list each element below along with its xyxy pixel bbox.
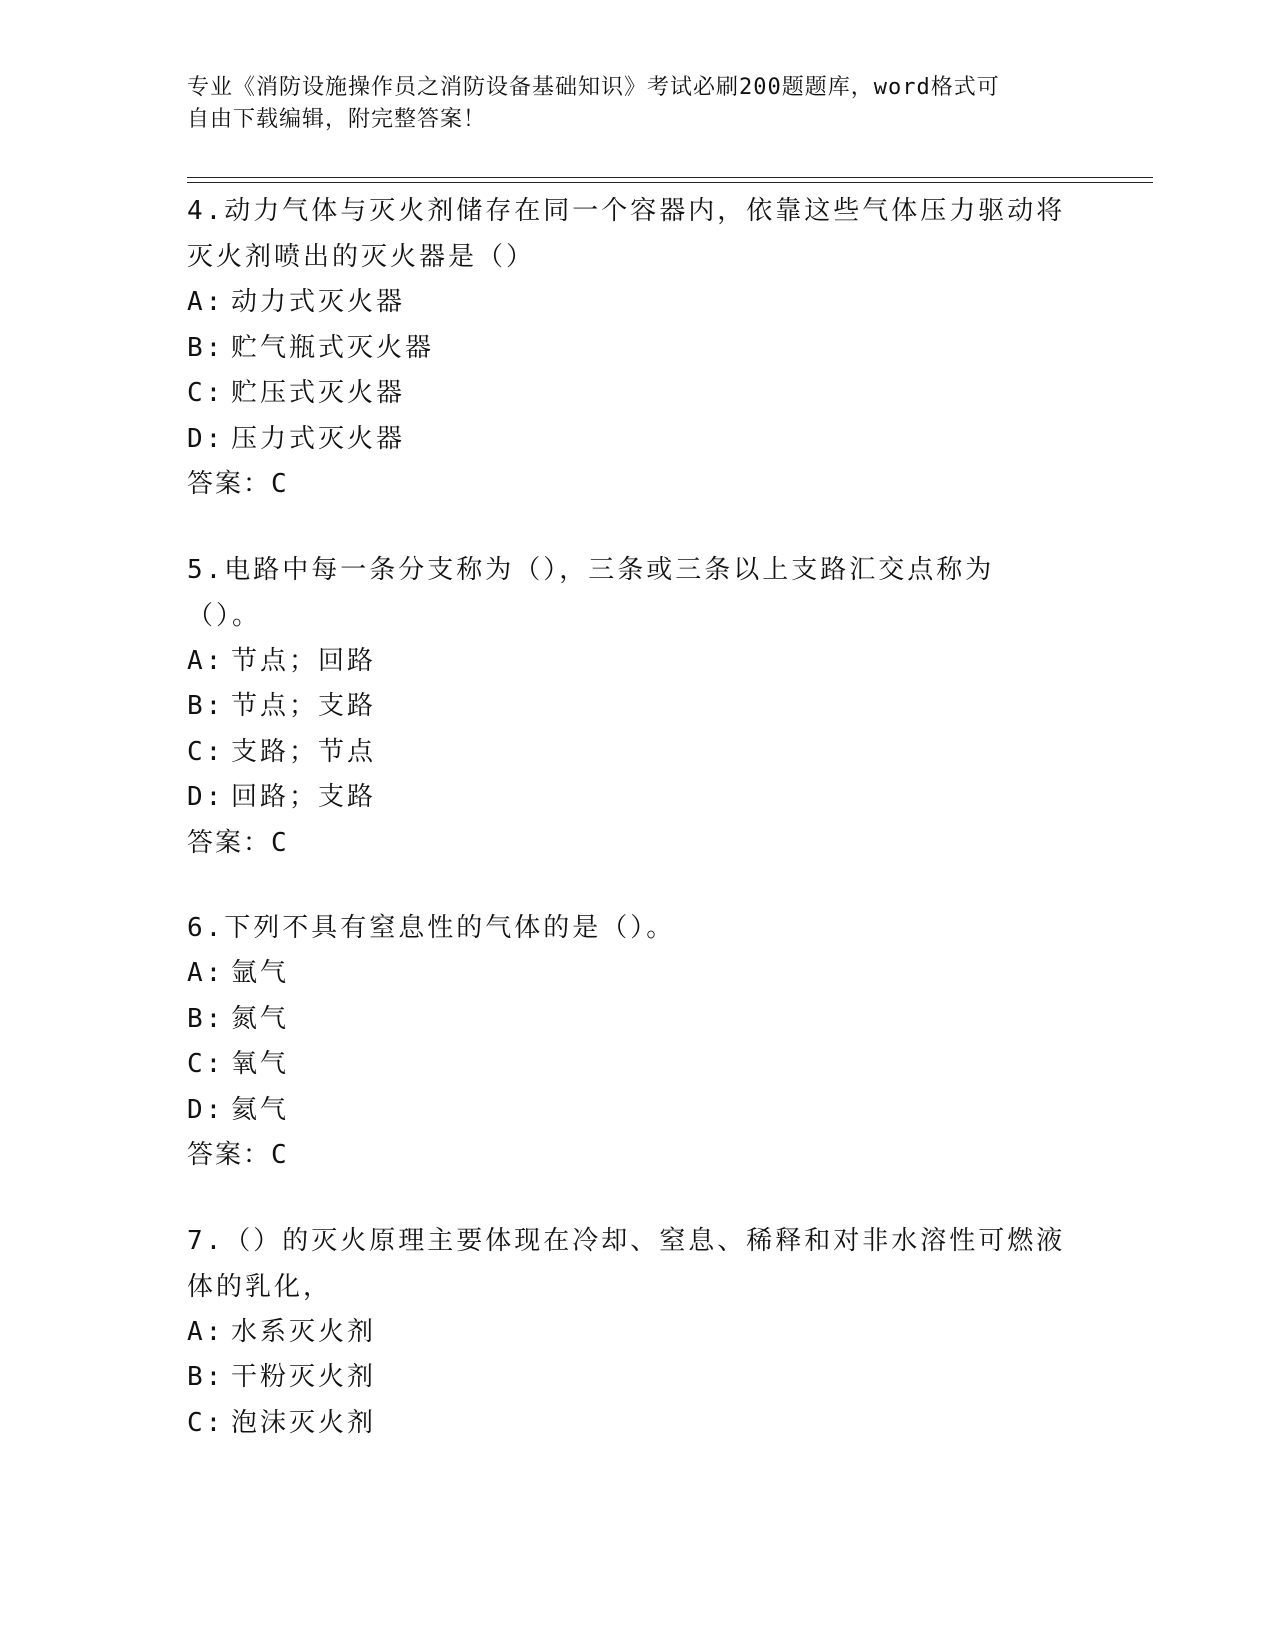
question-text: 7.（）的灭火原理主要体现在冷却、窒息、稀释和对非水溶性可燃液体的乳化， [187, 1225, 1066, 1302]
answer-line: 答案：C [187, 1140, 289, 1170]
option-d [187, 1088, 1087, 1134]
answer-line: 答案：C [187, 469, 289, 499]
option-text: 泡沫灭火剂 [231, 1407, 377, 1438]
option-key: B: [187, 1362, 225, 1392]
question-4 [187, 188, 1087, 508]
option-c [187, 730, 1087, 776]
option-text: 氦气 [231, 1094, 290, 1125]
option-b [187, 684, 1087, 730]
option-text: 压力式灭火器 [231, 423, 406, 454]
header-line-2: 自由下载编辑，附完整答案！ [187, 107, 487, 132]
option-key: D: [187, 782, 225, 812]
question-5 [187, 547, 1087, 867]
option-a [187, 639, 1087, 685]
option-d [187, 417, 1087, 463]
option-key: B: [187, 1003, 225, 1034]
option-text: 贮压式灭火器 [231, 378, 406, 408]
option-a [187, 951, 1087, 997]
option-key: A: [187, 958, 225, 988]
question-7 [187, 1218, 1087, 1447]
option-text: 贮气瓶式灭火器 [231, 332, 435, 363]
option-key: C: [187, 1407, 225, 1438]
option-text: 氩气 [231, 958, 290, 988]
question-6 [187, 905, 1087, 1179]
document-header [187, 72, 1067, 136]
option-text: 氧气 [231, 1049, 290, 1079]
question-list [187, 188, 1087, 1485]
option-b [187, 1355, 1087, 1401]
option-key: C: [187, 736, 225, 767]
option-c [187, 1401, 1087, 1447]
answer-line: 答案：C [187, 827, 289, 858]
option-d [187, 775, 1087, 821]
option-c [187, 371, 1087, 417]
option-b [187, 326, 1087, 372]
option-key: C: [187, 378, 225, 408]
option-text: 支路；节点 [231, 736, 377, 767]
question-text: 5.电路中每一条分支称为（），三条或三条以上支路汇交点称为（）。 [187, 554, 995, 631]
option-key: C: [187, 1049, 225, 1079]
option-text: 节点；回路 [231, 645, 377, 676]
option-key: B: [187, 691, 225, 721]
option-text: 水系灭火剂 [231, 1316, 377, 1347]
option-key: D: [187, 423, 225, 454]
option-text: 干粉灭火剂 [231, 1362, 377, 1392]
option-key: A: [187, 645, 225, 676]
option-text: 回路；支路 [231, 782, 377, 812]
header-divider-bottom [187, 182, 1153, 183]
option-text: 节点；支路 [231, 691, 377, 721]
option-text: 氮气 [231, 1003, 290, 1034]
header-divider-top [187, 177, 1153, 178]
option-key: D: [187, 1094, 225, 1125]
option-key: A: [187, 287, 225, 317]
option-b [187, 997, 1087, 1043]
option-key: A: [187, 1316, 225, 1347]
option-c [187, 1042, 1087, 1088]
option-text: 动力式灭火器 [231, 287, 406, 317]
option-a [187, 280, 1087, 326]
option-a [187, 1310, 1087, 1356]
question-text: 4.动力气体与灭火剂储存在同一个容器内，依靠这些气体压力驱动将灭火剂喷出的灭火器是（） [187, 196, 1066, 272]
option-key: B: [187, 332, 225, 363]
header-line-1: 专业《消防设施操作员之消防设备基础知识》考试必刷200题题库，word格式可 [187, 75, 1000, 100]
question-text: 6.下列不具有窒息性的气体的是（）。 [187, 913, 676, 943]
